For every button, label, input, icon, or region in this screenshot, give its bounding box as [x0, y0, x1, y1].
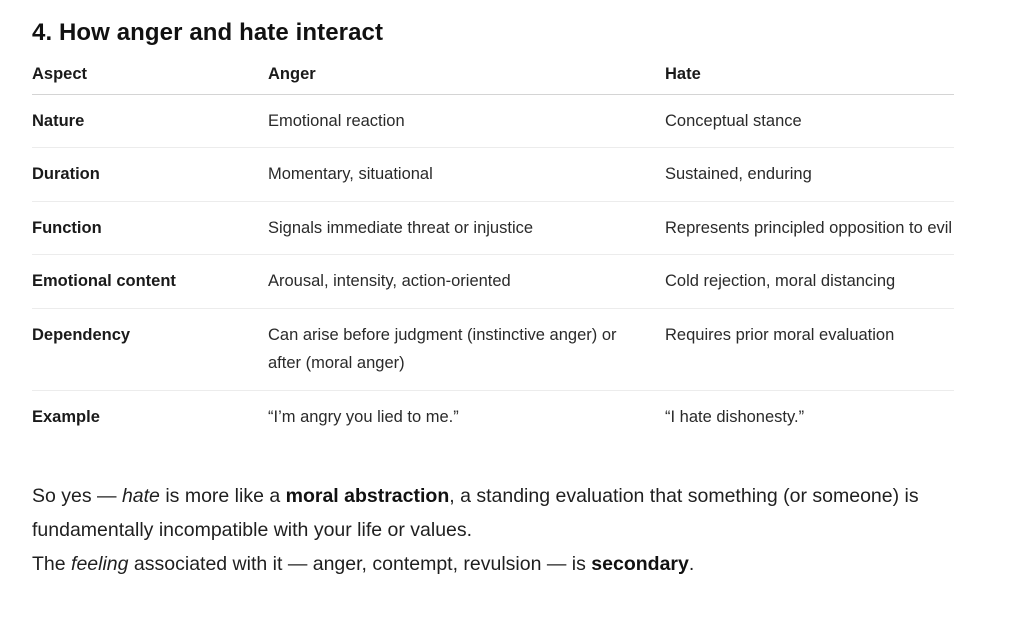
- summary-text: The: [32, 553, 72, 575]
- table-row: [32, 148, 954, 202]
- row-aspect: Dependency: [32, 308, 268, 390]
- row-hate: Conceptual stance: [665, 94, 954, 148]
- row-hate: Represents principled opposition to evil: [665, 201, 954, 255]
- row-anger: Can arise before judgment (instinctive anger) or after (moral anger): [268, 308, 665, 390]
- row-anger: Momentary, situational: [268, 148, 665, 202]
- row-anger: Signals immediate threat or injustice: [268, 201, 665, 255]
- emphasis-hate: hate: [121, 485, 160, 507]
- header-anger: Anger: [268, 60, 665, 94]
- summary-text: .: [688, 553, 695, 575]
- summary-text: So yes —: [32, 485, 122, 507]
- row-aspect: Emotional content: [32, 255, 268, 309]
- table-row: [32, 201, 954, 255]
- table-row: [32, 390, 954, 443]
- summary-paragraph: [32, 479, 954, 547]
- row-aspect: Function: [32, 201, 268, 255]
- row-hate: “I hate dishonesty.”: [665, 407, 805, 426]
- row-anger: Emotional reaction: [268, 94, 665, 148]
- strong-moral-abstraction: moral abstraction: [285, 485, 450, 507]
- header-hate: Hate: [665, 60, 954, 94]
- summary-text: , a standing evaluation that something (or someone) is fundamentally incompatible with your life or values.: [32, 485, 919, 541]
- table-row: [32, 255, 954, 309]
- row-aspect: Example: [32, 407, 100, 426]
- row-hate: Requires prior moral evaluation: [665, 308, 954, 390]
- summary-text: is more like a: [159, 485, 286, 507]
- section-heading: 4. How anger and hate interact: [32, 19, 384, 46]
- header-aspect: Aspect: [32, 60, 268, 94]
- table-row: [32, 308, 954, 390]
- row-hate: Cold rejection, moral distancing: [665, 255, 954, 309]
- row-anger: Arousal, intensity, action-oriented: [268, 255, 665, 309]
- row-hate: Sustained, enduring: [665, 148, 954, 202]
- table-row: [32, 94, 954, 148]
- row-anger: “I’m angry you lied to me.”: [268, 407, 459, 426]
- table-header-row: [32, 60, 954, 94]
- strong-secondary: secondary: [591, 553, 689, 575]
- emphasis-feeling: feeling: [71, 553, 129, 575]
- summary-paragraph-2: [32, 547, 954, 581]
- row-aspect: Nature: [32, 94, 268, 148]
- document-content: [32, 14, 954, 581]
- row-aspect: Duration: [32, 148, 268, 202]
- comparison-table: [32, 60, 954, 443]
- summary-text: associated with it — anger, contempt, revulsion — is: [128, 553, 592, 575]
